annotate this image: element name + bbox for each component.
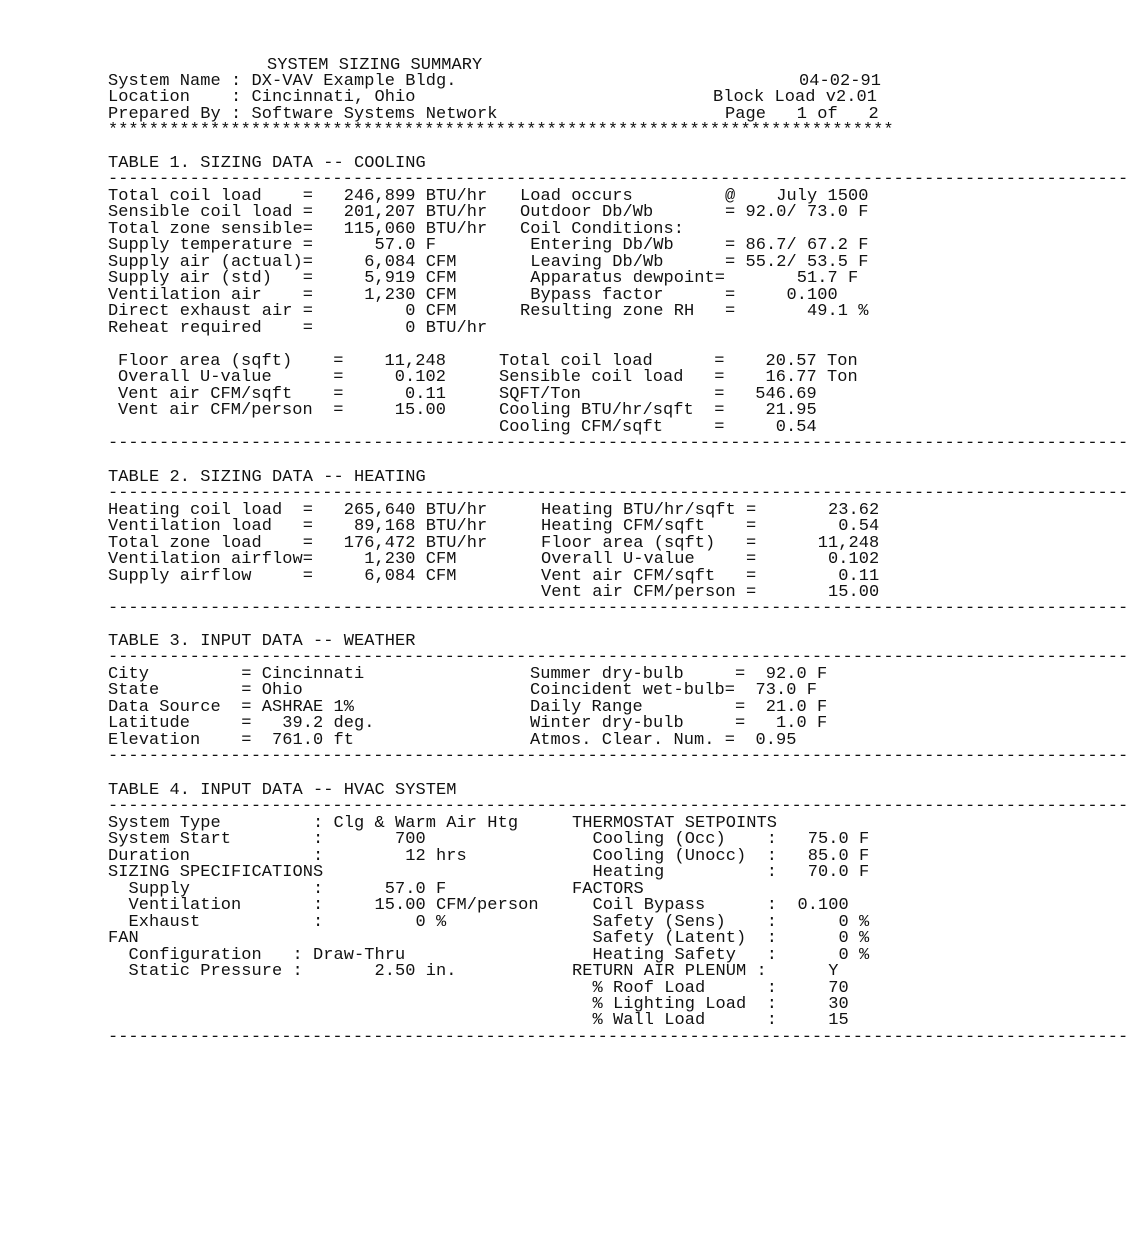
- table4-top-rule: ----------------------------------------------------------------------------------------------------: [108, 797, 1128, 816]
- table2-bottom-rule: ----------------------------------------------------------------------------------------------------: [108, 599, 1128, 618]
- t3right-line: Winter dry-bulb = 1.0 F: [530, 714, 828, 733]
- t1lowleft-line: Vent air CFM/person = 15.00: [118, 401, 447, 420]
- t4left-line: Supply : 57.0 F: [108, 880, 447, 899]
- table2-top-rule: ----------------------------------------------------------------------------------------------------: [108, 484, 1128, 503]
- t1lowright-line: SQFT/Ton = 546.69: [499, 385, 817, 404]
- t4right-line: Safety (Sens) : 0 %: [572, 913, 870, 932]
- t3right-line: Summer dry-bulb = 92.0 F: [530, 665, 828, 684]
- star-rule: *****************************************************************************: [108, 121, 894, 140]
- t1lowright-line: Cooling BTU/hr/sqft = 21.95: [499, 401, 817, 420]
- t2right-line: Vent air CFM/person = 15.00: [541, 583, 880, 602]
- t2left-line: Ventilation airflow= 1,230 CFM: [108, 550, 457, 569]
- t3left-line: Data Source = ASHRAE 1%: [108, 698, 355, 717]
- t4right-line: Coil Bypass : 0.100: [572, 896, 849, 915]
- t2left-line: Ventilation load = 89,168 BTU/hr: [108, 517, 488, 536]
- table3-bottom-rule: ----------------------------------------------------------------------------------------------------: [108, 747, 1128, 766]
- t4left-line: System Type : Clg & Warm Air Htg: [108, 814, 519, 833]
- t3right-line: Atmos. Clear. Num. = 0.95: [530, 731, 797, 750]
- location-line: Location : Cincinnati, Ohio: [108, 88, 416, 107]
- t4right-line: Heating : 70.0 F: [572, 863, 870, 882]
- t4right-line: % Lighting Load : 30: [572, 995, 849, 1014]
- system-name-line: System Name : DX-VAV Example Bldg.: [108, 72, 457, 91]
- t4left-line: System Start : 700: [108, 830, 426, 849]
- t4right-line: FACTORS: [572, 880, 644, 899]
- table4-bottom-rule: ----------------------------------------------------------------------------------------------------: [108, 1028, 1128, 1047]
- t4right-line: Safety (Latent) : 0 %: [572, 929, 870, 948]
- t4left-line: SIZING SPECIFICATIONS: [108, 863, 324, 882]
- t2right-line: Vent air CFM/sqft = 0.11: [541, 567, 880, 586]
- t2right-line: Overall U-value = 0.102: [541, 550, 880, 569]
- page-title: SYSTEM SIZING SUMMARY: [267, 56, 483, 75]
- t4right-line: % Wall Load : 15: [572, 1011, 849, 1030]
- t1right-line: Load occurs @ July 1500: [520, 187, 869, 206]
- table3-title: TABLE 3. INPUT DATA -- WEATHER: [108, 632, 416, 651]
- t3left-line: Latitude = 39.2 deg.: [108, 714, 375, 733]
- t4right-line: % Roof Load : 70: [572, 979, 849, 998]
- t4left-line: Duration : 12 hrs: [108, 847, 467, 866]
- t1right-line: Outdoor Db/Wb = 92.0/ 73.0 F: [520, 203, 869, 222]
- page-number: Page 1 of 2: [725, 105, 879, 124]
- t4right-line: Cooling (Unocc) : 85.0 F: [572, 847, 870, 866]
- t1lowleft-line: Vent air CFM/sqft = 0.11: [118, 385, 447, 404]
- t1left-line: Total coil load = 246,899 BTU/hr: [108, 187, 488, 206]
- t2left-line: Total zone load = 176,472 BTU/hr: [108, 534, 488, 553]
- t1right-line: Leaving Db/Wb = 55.2/ 53.5 F: [520, 253, 869, 272]
- t4left-line: Static Pressure : 2.50 in.: [108, 962, 457, 981]
- t3left-line: Elevation = 761.0 ft: [108, 731, 355, 750]
- t3right-line: Coincident wet-bulb= 73.0 F: [530, 681, 818, 700]
- t1left-line: Sensible coil load = 201,207 BTU/hr: [108, 203, 488, 222]
- t2right-line: Heating BTU/hr/sqft = 23.62: [541, 501, 880, 520]
- t4left-line: Ventilation : 15.00 CFM/person: [108, 896, 539, 915]
- t3right-line: Daily Range = 21.0 F: [530, 698, 828, 717]
- t1right-line: Bypass factor = 0.100: [520, 286, 838, 305]
- t1left-line: Supply temperature = 57.0 F: [108, 236, 437, 255]
- t2right-line: Heating CFM/sqft = 0.54: [541, 517, 880, 536]
- t1right-line: Apparatus dewpoint= 51.7 F: [520, 269, 859, 288]
- t1lowright-line: Sensible coil load = 16.77 Ton: [499, 368, 858, 387]
- t1left-line: Supply air (std) = 5,919 CFM: [108, 269, 457, 288]
- table4-title: TABLE 4. INPUT DATA -- HVAC SYSTEM: [108, 781, 457, 800]
- t1left-line: Ventilation air = 1,230 CFM: [108, 286, 457, 305]
- t1right-line: Entering Db/Wb = 86.7/ 67.2 F: [520, 236, 869, 255]
- t1left-line: Reheat required = 0 BTU/hr: [108, 319, 488, 338]
- t4right-line: Cooling (Occ) : 75.0 F: [572, 830, 870, 849]
- t4left-line: Exhaust : 0 %: [108, 913, 447, 932]
- table3-top-rule: ----------------------------------------------------------------------------------------------------: [108, 648, 1128, 667]
- t1lowleft-line: Floor area (sqft) = 11,248: [118, 352, 447, 371]
- table1-top-rule: ----------------------------------------------------------------------------------------------------: [108, 170, 1128, 189]
- t1lowright-line: Total coil load = 20.57 Ton: [499, 352, 858, 371]
- table1-title: TABLE 1. SIZING DATA -- COOLING: [108, 154, 426, 173]
- t4left-line: Configuration : Draw-Thru: [108, 946, 406, 965]
- t3left-line: State = Ohio: [108, 681, 303, 700]
- t1left-line: Supply air (actual)= 6,084 CFM: [108, 253, 457, 272]
- t2left-line: Heating coil load = 265,640 BTU/hr: [108, 501, 488, 520]
- t3left-line: City = Cincinnati: [108, 665, 365, 684]
- table1-bottom-rule: ----------------------------------------------------------------------------------------------------: [108, 434, 1128, 453]
- t1right-line: Resulting zone RH = 49.1 %: [520, 302, 869, 321]
- t4left-line: FAN: [108, 929, 139, 948]
- t1left-line: Direct exhaust air = 0 CFM: [108, 302, 457, 321]
- t4right-line: THERMOSTAT SETPOINTS: [572, 814, 778, 833]
- t1lowright-line: Cooling CFM/sqft = 0.54: [499, 418, 817, 437]
- t2left-line: Supply airflow = 6,084 CFM: [108, 567, 457, 586]
- report-date: 04-02-91: [799, 72, 882, 91]
- prepared-by-line: Prepared By : Software Systems Network: [108, 105, 498, 124]
- t1lowleft-line: Overall U-value = 0.102: [118, 368, 447, 387]
- program-version: Block Load v2.01: [713, 88, 878, 107]
- t1right-line: Coil Conditions:: [520, 220, 685, 239]
- t1left-line: Total zone sensible= 115,060 BTU/hr: [108, 220, 488, 239]
- t4right-line: RETURN AIR PLENUM : Y: [572, 962, 839, 981]
- t2right-line: Floor area (sqft) = 11,248: [541, 534, 880, 553]
- t4right-line: Heating Safety : 0 %: [572, 946, 870, 965]
- table2-title: TABLE 2. SIZING DATA -- HEATING: [108, 468, 426, 487]
